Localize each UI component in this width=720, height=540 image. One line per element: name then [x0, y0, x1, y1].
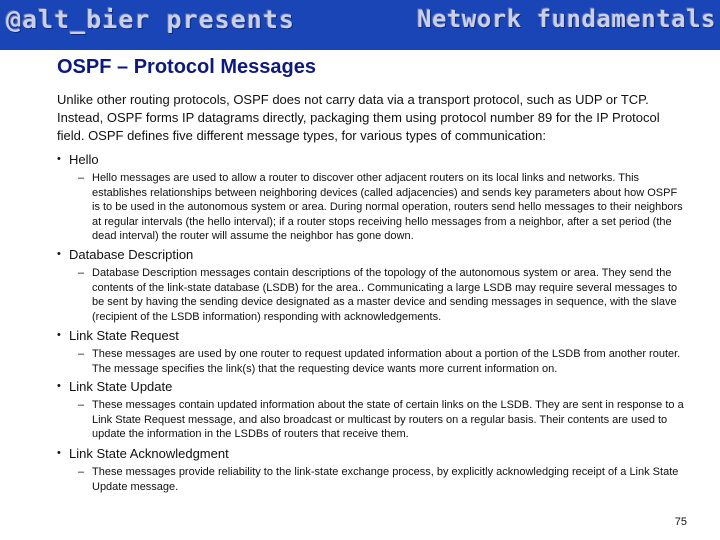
- dash-icon: –: [78, 399, 85, 411]
- sub-item: [57, 465, 687, 494]
- bullet-heading: Database Description: [69, 247, 194, 262]
- bullet-row: [57, 378, 687, 395]
- list-item-link-state-acknowledgment: [57, 445, 687, 494]
- sub-item: [57, 347, 687, 376]
- sub-item-text: These messages provide reliability to the link-state exchange process, by explicitly acknowledging receipt of a Link State Update message.: [92, 466, 679, 493]
- list-item-link-state-update: [57, 378, 687, 442]
- list-item-hello: [57, 151, 687, 244]
- bullet-icon: •: [57, 248, 61, 260]
- bullet-icon: •: [57, 153, 61, 165]
- sub-item: [57, 266, 687, 324]
- bullet-row: [57, 445, 687, 462]
- dash-icon: –: [78, 348, 85, 360]
- bullet-heading: Link State Update: [69, 379, 173, 394]
- dash-icon: –: [78, 172, 85, 184]
- bullet-icon: •: [57, 447, 61, 459]
- bullet-row: [57, 246, 687, 263]
- bullet-icon: •: [57, 380, 61, 392]
- list-item-database-description: [57, 246, 687, 324]
- bullet-heading: Hello: [69, 152, 99, 167]
- sub-item-text: These messages are used by one router to request updated information about a portion of the LSDB from another router. The message specifies the link(s) that the requesting device wants more current information on.: [92, 348, 681, 375]
- slide-title: OSPF – Protocol Messages: [57, 56, 316, 78]
- dash-icon: –: [78, 466, 85, 478]
- sub-item-text: These messages contain updated information about the state of certain links on the LSDB. They are sent in response to a Link State Request message, and also broadcast or multicast by routers on a regular basis. Their contents are used to update the information in the LSDBs of routers that receive them.: [92, 399, 684, 441]
- presenter-logo-text: @alt_bier presents: [6, 5, 295, 34]
- course-logo-text: Network fundamentals: [417, 5, 716, 33]
- sub-item: [57, 171, 687, 244]
- sub-item: [57, 398, 687, 442]
- bullet-heading: Link State Request: [69, 328, 179, 343]
- dash-icon: –: [78, 267, 85, 279]
- bullet-row: [57, 327, 687, 344]
- intro-paragraph: Unlike other routing protocols, OSPF does not carry data via a transport protocol, such as UDP or TCP. Instead, OSPF forms IP datagrams directly, packaging them using protocol number 89 for the IP Protocol field. OSPF defines five different message types, for various types of communication:: [57, 92, 660, 143]
- sub-item-text: Database Description messages contain descriptions of the topology of the autonomous system or area. They send the contents of the link-state database (LSDB) for the area.. Communicating a large LSDB may require several messages to be sent by having the sending device designated as a master device and sending messages in sequence, with the slave (recipient of the LSDB information) responding with acknowledgements.: [92, 267, 678, 323]
- bullet-row: [57, 151, 687, 168]
- page-number: 75: [674, 516, 687, 528]
- bullet-heading: Link State Acknowledgment: [69, 446, 229, 461]
- list-item-link-state-request: [57, 327, 687, 376]
- bullet-icon: •: [57, 329, 61, 341]
- sub-item-text: Hello messages are used to allow a router to discover other adjacent routers on its local links and networks. This establishes relationships between neighboring devices (called adjacencies) and sends key parameters about how OSPF is to be used in the autonomous system or area. During normal operation, routers send hello messages to their neighbors at regular intervals (the hello interval); if a router stops receiving hello messages from a neighbor, after a set period (the dead interval) the router will assume the neighbor has gone down.: [92, 172, 683, 243]
- header-banner: [0, 0, 720, 50]
